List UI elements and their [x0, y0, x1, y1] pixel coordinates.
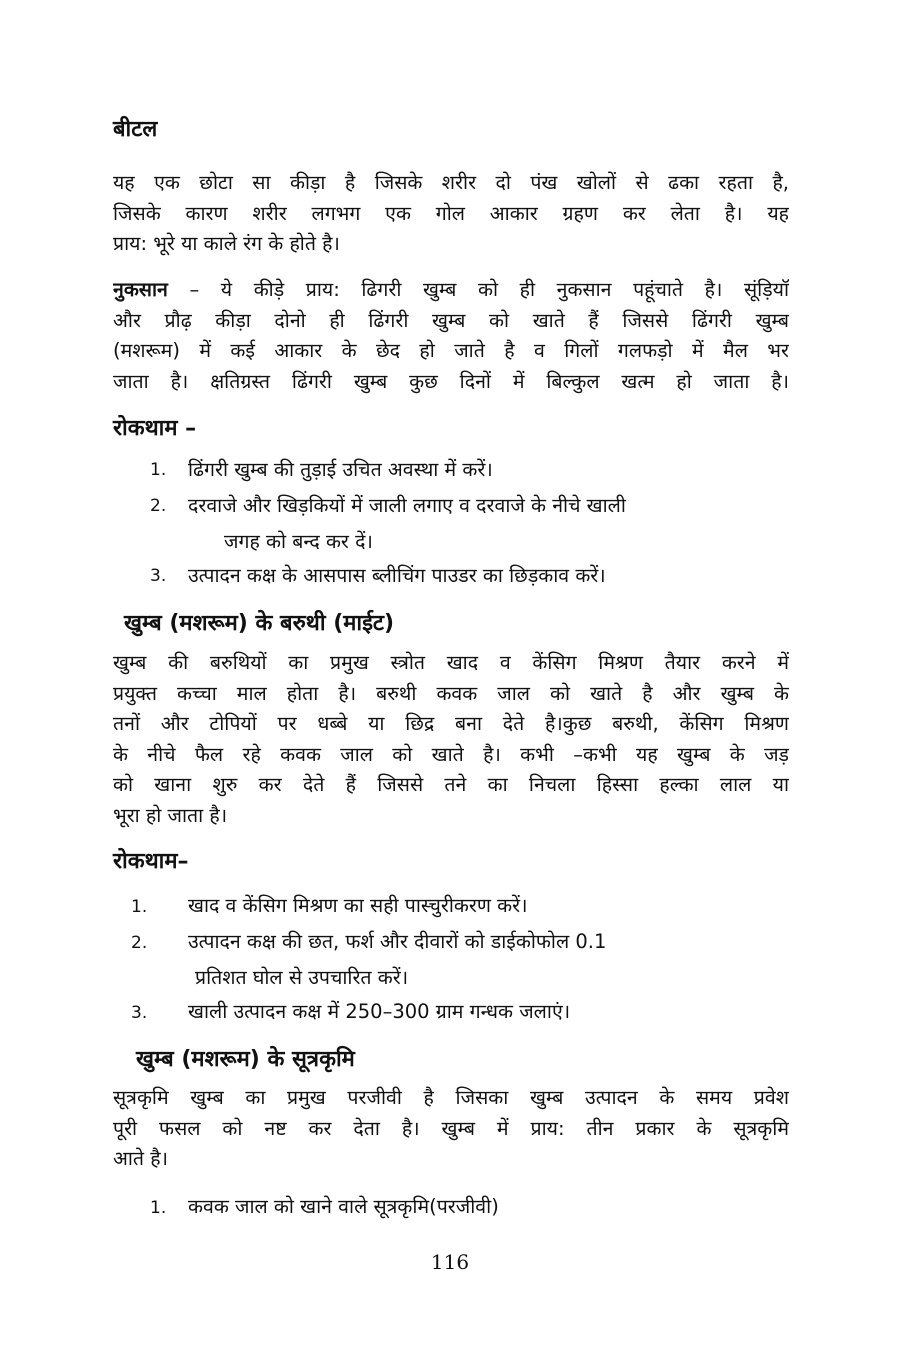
mite-heading: खुम्ब (मशरूम) के बरुथी (माईट)	[124, 611, 395, 636]
paragraph-line	[113, 275, 789, 306]
paragraph-line: आते है।	[113, 1147, 168, 1170]
paragraph-line: सूत्रकृमि खुम्ब का प्रमुख परजीवी है जिसका खुम्ब उत्पादन के समय प्रवेश	[113, 1086, 789, 1109]
nematode-heading: खुम्ब (मशरूम) के सूत्रकृमि	[136, 1047, 355, 1072]
mite-paragraph	[113, 648, 789, 831]
list-item: ढिंगरी खुम्ब की तुड़ाई उचित अवस्था में करें।	[188, 458, 493, 481]
beetle-damage-paragraph	[113, 275, 789, 397]
list-item-continuation: जगह को बन्द कर दें।	[224, 530, 373, 553]
list-number: 1.	[150, 1198, 167, 1218]
paragraph-line: के नीचे फैल रहे कवक जाल को खाते है। कभी –कभी यह खुम्ब के जड़	[113, 742, 789, 766]
paragraph-line: प्रयुक्त कच्चा माल होता है। बरुथी कवक जाल को खाते है और खुम्ब के	[113, 681, 789, 705]
paragraph-line: जाता है। क्षतिग्रस्त ढिंगरी खुम्ब कुछ दिनों में बिल्कुल खत्म हो जाता है।	[113, 369, 789, 393]
list-number: 3.	[150, 566, 167, 586]
paragraph-line: प्राय: भूरे या काले रंग के होते है।	[113, 232, 340, 255]
beetle-prevention-heading: रोकथाम –	[113, 416, 197, 441]
list-number: 1.	[150, 460, 167, 480]
list-number: 1.	[131, 897, 148, 917]
beetle-heading: बीटल	[113, 117, 158, 142]
paragraph-line: और प्रौढ़ कीड़ा दोनो ही ढिंगरी खुम्ब को खाते हैं जिससे ढिंगरी खुम्ब	[113, 308, 789, 332]
list-item: दरवाजे और खिड़कियों में जाली लगाए व दरवाजे के नीचे खाली	[188, 494, 626, 517]
nematode-paragraph	[113, 1083, 789, 1175]
beetle-intro-paragraph	[113, 168, 789, 260]
paragraph-line: को खाना शुरु कर देते हैं जिससे तने का निचला हिस्सा हल्का लाल या	[113, 773, 789, 796]
page-number: 116	[430, 1250, 470, 1274]
list-item-continuation: प्रतिशत घोल से उपचारित करें।	[195, 966, 409, 989]
mite-prevention-heading: रोकथाम–	[113, 849, 189, 874]
list-item: उत्पादन कक्ष की छत, फर्श और दीवारों को डाईकोफोल 0.1	[188, 930, 607, 953]
list-item: उत्पादन कक्ष के आसपास ब्लीचिंग पाउडर का छिड़काव करें।	[188, 564, 606, 587]
paragraph-line: यह एक छोटा सा कीड़ा है जिसके शरीर दो पंख खोलों से ढका रहता है,	[113, 171, 789, 194]
paragraph-line: जिसके कारण शरीर लगभग एक गोल आकार ग्रहण कर लेता है। यह	[113, 201, 789, 225]
list-item: खाली उत्पादन कक्ष में 250–300 ग्राम गन्धक जलाएं।	[188, 1000, 571, 1023]
paragraph-line: तनों और टोपियों पर धब्बे या छिद्र बना देते है।कुछ बरुथी, केंसिग मिश्रण	[113, 712, 789, 735]
list-number: 3.	[131, 1003, 148, 1023]
paragraph-line: पूरी फसल को नष्ट कर देता है। खुम्ब में प्राय: तीन प्रकार के सूत्रकृमि	[113, 1116, 789, 1140]
damage-label: नुकसान	[113, 278, 168, 301]
list-item: कवक जाल को खाने वाले सूत्रकृमि(परजीवी)	[188, 1195, 499, 1218]
damage-text: – ये कीड़े प्राय: ढिगरी खुम्ब को ही नुकसान पहूंचाते है। सूंड़ियॉ	[167, 278, 789, 301]
paragraph-line: खुम्ब की बरुथियों का प्रमुख स्त्रोत खाद व केंसिग मिश्रण तैयार करने में	[113, 651, 789, 674]
list-item: खाद व केंसिग मिश्रण का सही पास्चुरीकरण करें।	[188, 894, 528, 917]
list-number: 2.	[150, 496, 167, 516]
paragraph-line: भूरा हो जाता है।	[113, 803, 228, 827]
list-number: 2.	[131, 933, 148, 953]
paragraph-line: (मशरूम) में कई आकार के छेद हो जाते है व गिलों गलफड़ो में मैल भर	[113, 339, 789, 362]
